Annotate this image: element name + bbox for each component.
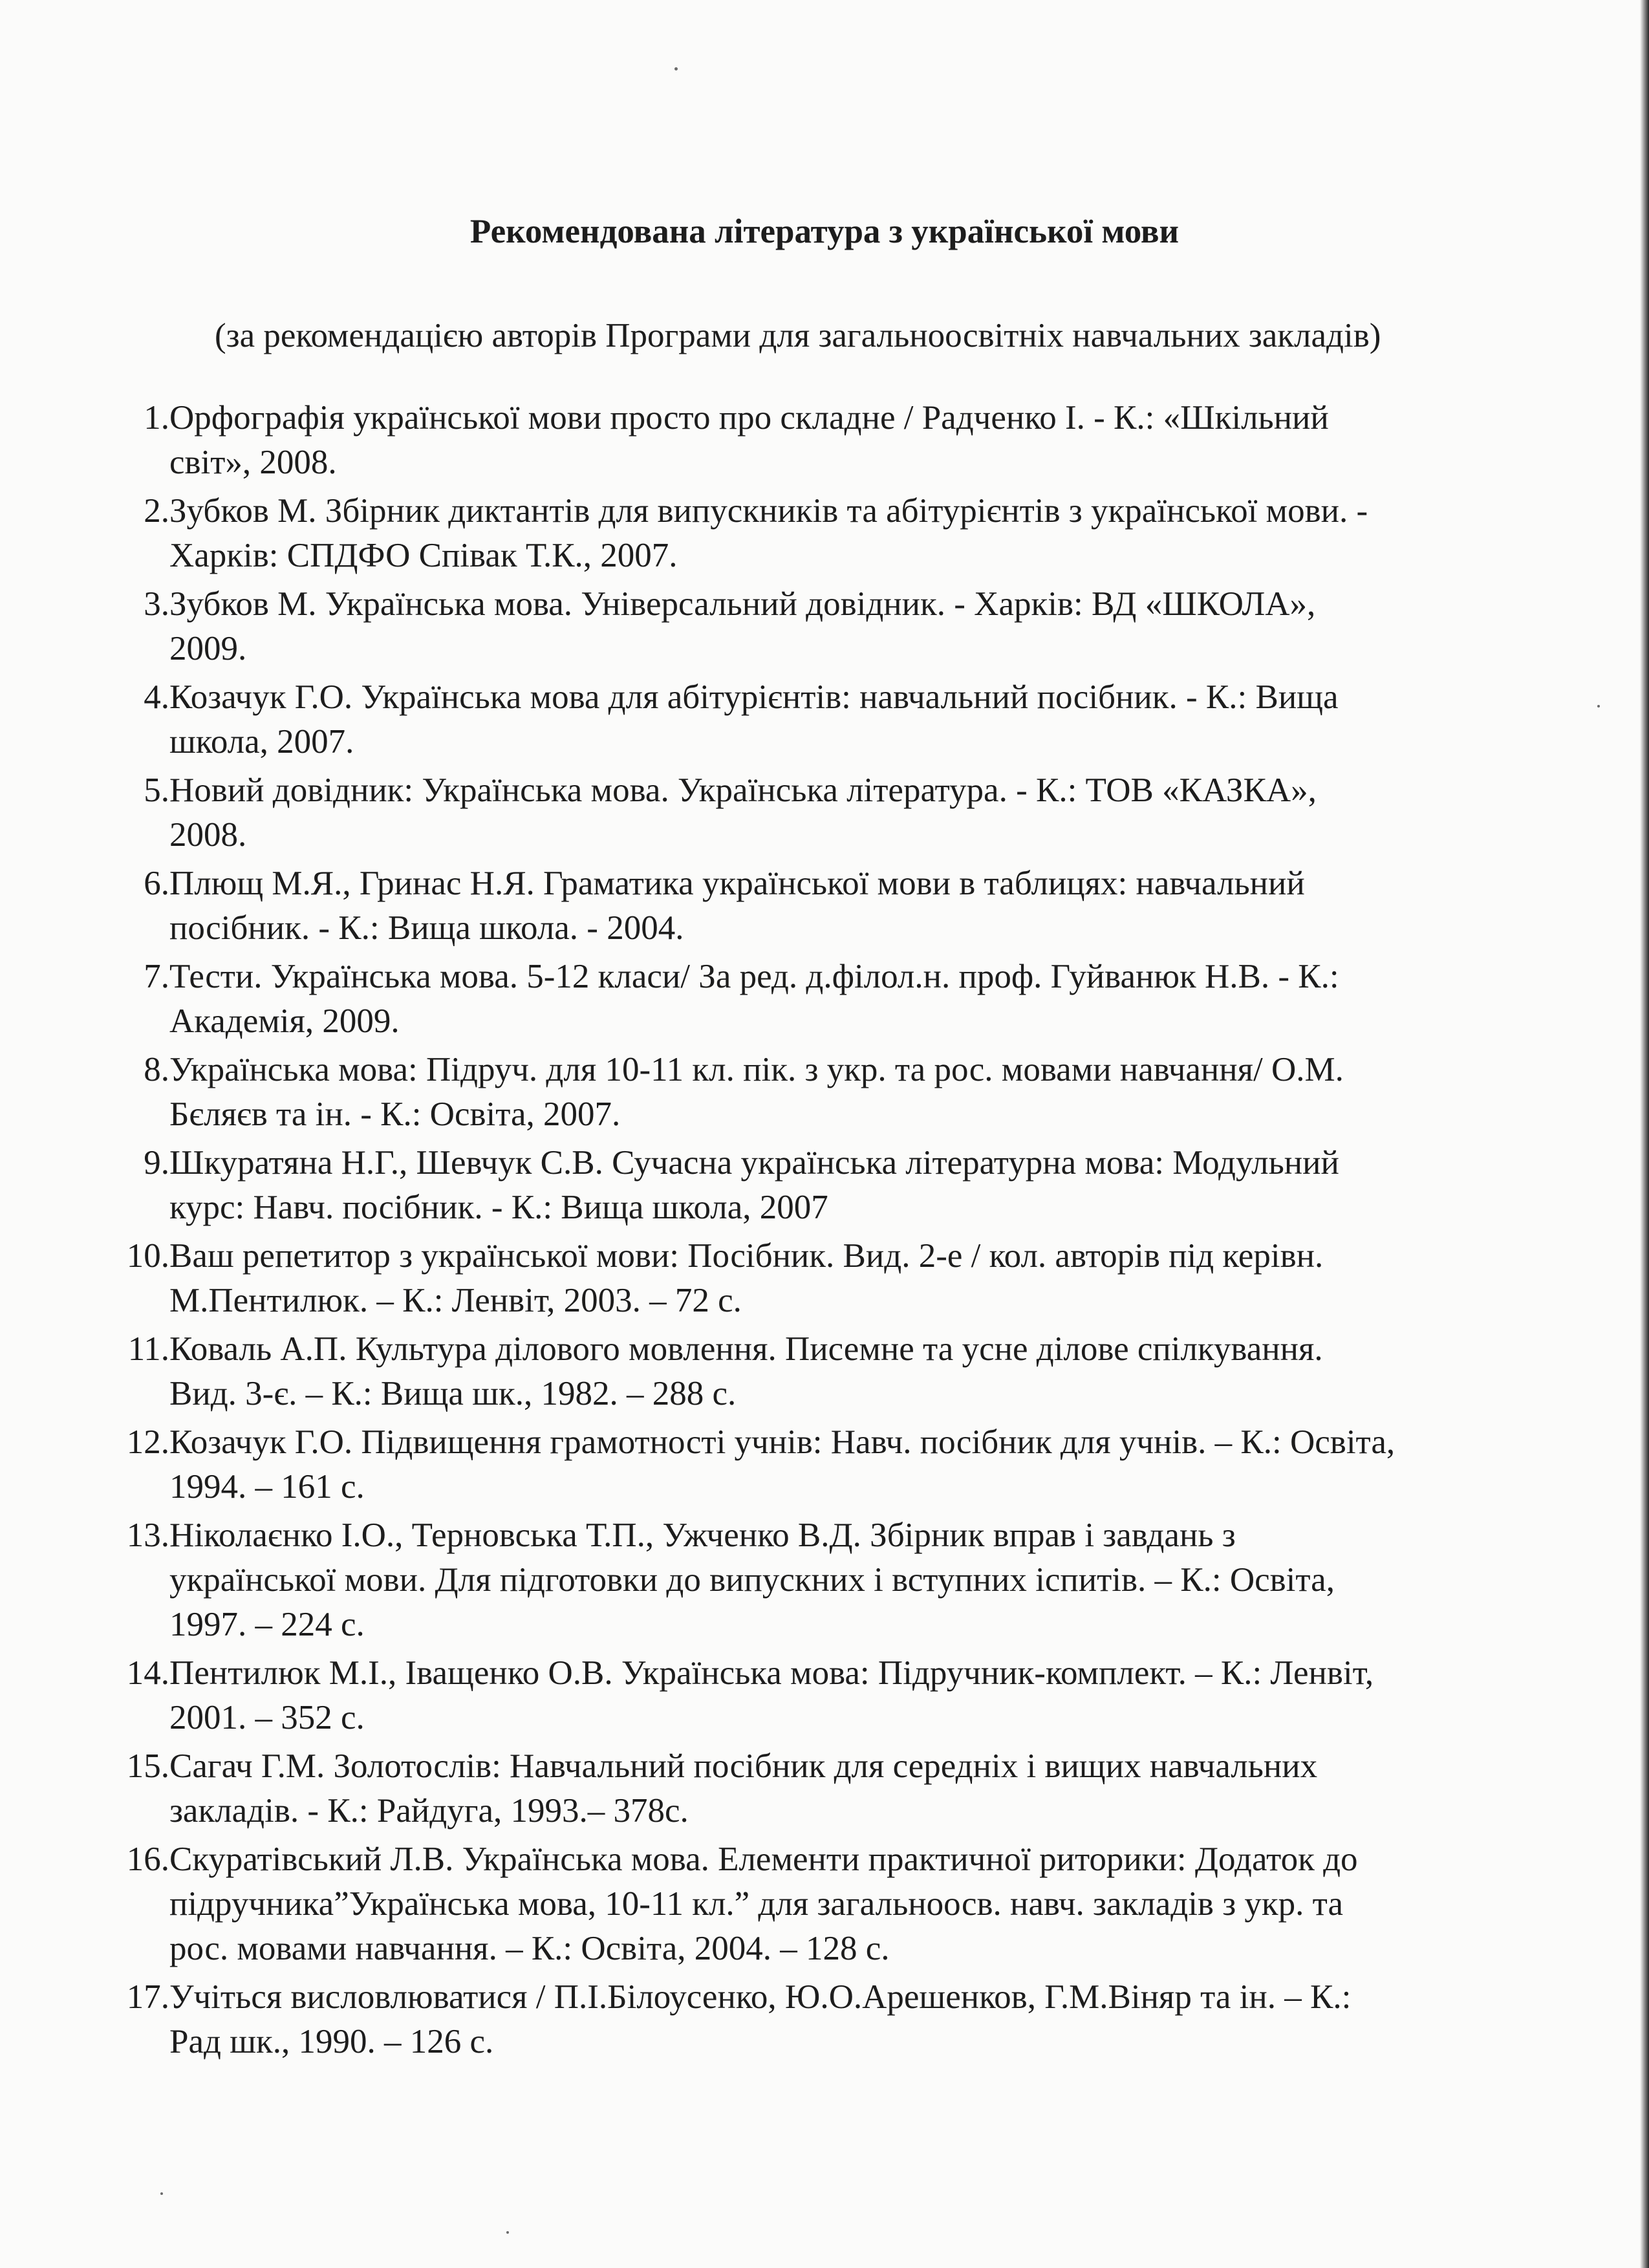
reference-line: Пентилюк М.І., Іващенко О.В. Українська мова: Підручник-комплект. – К.: Ленвіт, <box>169 1654 1374 1692</box>
reference-line: курс: Навч. посібник. - К.: Вища школа, 2007 <box>169 1189 828 1226</box>
reference-text <box>169 489 1562 578</box>
reference-line: Ваш репетитор з української мови: Посібник. Вид. 2-е / кол. авторів під керівн. <box>169 1237 1324 1275</box>
reference-line: Вид. 3-є. – К.: Вища шк., 1982. – 288 с. <box>169 1375 737 1412</box>
reference-item <box>107 1744 1562 1833</box>
reference-text <box>169 1975 1562 2064</box>
reference-text <box>169 1234 1562 1323</box>
reference-number: 12. <box>126 1423 169 1461</box>
reference-line: Зубков М. Українська мова. Універсальний довідник. - Харків: ВД «ШКОЛА», <box>169 585 1316 623</box>
reference-item <box>107 582 1562 671</box>
reference-text <box>169 396 1562 485</box>
reference-text <box>169 1327 1562 1416</box>
reference-item <box>107 675 1562 764</box>
reference-line: Сагач Г.М. Золотослів: Навчальний посібник для середніх і вищих навчальних <box>169 1747 1318 1785</box>
reference-number: 4. <box>144 678 169 716</box>
reference-text <box>169 1744 1562 1833</box>
reference-line: Академія, 2009. <box>169 1002 400 1040</box>
reference-line: Учіться висловлюватися / П.І.Білоусенко, Ю.О.Арешенков, Г.М.Віняр та ін. – К.: <box>169 1978 1352 2016</box>
reference-line: 1997. – 224 с. <box>169 1606 365 1643</box>
reference-number: 13. <box>126 1517 169 1554</box>
reference-line: Орфографія української мови просто про складне / Радченко І. - К.: «Шкільний <box>169 399 1329 437</box>
reference-item <box>107 861 1562 951</box>
reference-text <box>169 1420 1562 1509</box>
reference-item <box>107 1420 1562 1509</box>
reference-item <box>107 489 1562 578</box>
reference-line: Козачук Г.О. Підвищення грамотності учнів: Навч. посібник для учнів. – К.: Освіта, <box>169 1423 1396 1461</box>
reference-number: 16. <box>126 1841 169 1878</box>
reference-item <box>107 1327 1562 1416</box>
reference-line: Шкуратяна Н.Г., Шевчук С.В. Сучасна українська літературна мова: Модульний <box>169 1144 1339 1182</box>
reference-number: 8. <box>144 1051 169 1088</box>
reference-line: М.Пентилюк. – К.: Ленвіт, 2003. – 72 с. <box>169 1282 742 1319</box>
reference-number: 11. <box>127 1330 169 1368</box>
reference-line: Бєляєв та ін. - К.: Освіта, 2007. <box>169 1096 621 1133</box>
reference-text <box>169 861 1562 951</box>
reference-number: 7. <box>144 958 169 995</box>
reference-line: Ніколаєнко І.О., Терновська Т.П., Ужченко В.Д. Збірник вправ і завдань з <box>169 1517 1236 1554</box>
reference-line: Коваль А.П. Культура ділового мовлення. Писемне та усне ділове спілкування. <box>169 1330 1323 1368</box>
scan-speck <box>160 2192 163 2195</box>
reference-number: 17. <box>126 1978 169 2016</box>
reference-line: української мови. Для підготовки до випускних і вступних іспитів. – К.: Освіта, <box>169 1561 1335 1599</box>
reference-line: закладів. - К.: Райдуга, 1993.– 378с. <box>169 1792 689 1830</box>
reference-line: Харків: СПДФО Співак Т.К., 2007. <box>169 537 678 574</box>
reference-line: 2001. – 352 с. <box>169 1699 365 1736</box>
reference-line: 1994. – 161 с. <box>169 1468 365 1506</box>
reference-number: 15. <box>126 1747 169 1785</box>
reference-line: школа, 2007. <box>169 723 354 761</box>
reference-item <box>107 1048 1562 1137</box>
reference-text <box>169 955 1562 1044</box>
reference-text <box>169 1837 1562 1971</box>
reference-text <box>169 582 1562 671</box>
reference-number: 10. <box>126 1237 169 1275</box>
reference-number: 1. <box>144 399 169 437</box>
reference-line: Козачук Г.О. Українська мова для абітурієнтів: навчальний посібник. - К.: Вища <box>169 678 1339 716</box>
scan-edge-shadow <box>1640 0 1649 2268</box>
reference-line: світ», 2008. <box>169 444 337 481</box>
page-subtitle: (за рекомендацією авторів Програми для загальноосвітніх навчальних закладів) <box>215 317 1381 354</box>
reference-line: 2009. <box>169 630 247 667</box>
reference-item <box>107 1141 1562 1230</box>
reference-number: 5. <box>144 772 169 809</box>
reference-number: 6. <box>144 865 169 902</box>
scan-speck <box>674 67 678 70</box>
reference-line: рос. мовами навчання. – К.: Освіта, 2004. – 128 с. <box>169 1930 890 1967</box>
reference-text <box>169 1048 1562 1137</box>
reference-line: Рад шк., 1990. – 126 с. <box>169 2023 494 2060</box>
reference-number: 14. <box>126 1654 169 1692</box>
reference-number: 9. <box>144 1144 169 1182</box>
reference-number: 3. <box>144 585 169 623</box>
reference-item <box>107 1651 1562 1740</box>
reference-item <box>107 768 1562 858</box>
reference-line: посібник. - К.: Вища школа. - 2004. <box>169 909 684 947</box>
reference-line: підручника”Українська мова, 10-11 кл.” для загальноосв. навч. закладів з укр. та <box>169 1885 1343 1923</box>
reference-item <box>107 955 1562 1044</box>
reference-line: Зубков М. Збірник диктантів для випускників та абітурієнтів з української мови. - <box>169 492 1368 530</box>
reference-line: Новий довідник: Українська мова. Українська література. - К.: ТОВ «КАЗКА», <box>169 772 1317 809</box>
reference-text <box>169 1651 1562 1740</box>
reference-item <box>107 1837 1562 1971</box>
reference-line: 2008. <box>169 816 247 854</box>
reference-text <box>169 675 1562 764</box>
scan-speck <box>1597 705 1600 707</box>
page-title: Рекомендована література з української мови <box>469 213 1180 250</box>
reference-item <box>107 1234 1562 1323</box>
reference-item <box>107 1513 1562 1647</box>
reference-text <box>169 768 1562 858</box>
reference-line: Тести. Українська мова. 5-12 класи/ За ред. д.філол.н. проф. Гуйванюк Н.В. - К.: <box>169 958 1339 995</box>
reference-text <box>169 1141 1562 1230</box>
reference-item <box>107 396 1562 485</box>
reference-item <box>107 1975 1562 2064</box>
scan-speck <box>506 2231 509 2234</box>
reference-list <box>107 396 1562 2068</box>
reference-number: 2. <box>144 492 169 530</box>
reference-line: Скуратівський Л.В. Українська мова. Елементи практичної риторики: Додаток до <box>169 1841 1358 1878</box>
reference-line: Плющ М.Я., Гринас Н.Я. Граматика української мови в таблицях: навчальний <box>169 865 1305 902</box>
reference-text <box>169 1513 1562 1647</box>
reference-line: Українська мова: Підруч. для 10-11 кл. пік. з укр. та рос. мовами навчання/ О.М. <box>169 1051 1344 1088</box>
